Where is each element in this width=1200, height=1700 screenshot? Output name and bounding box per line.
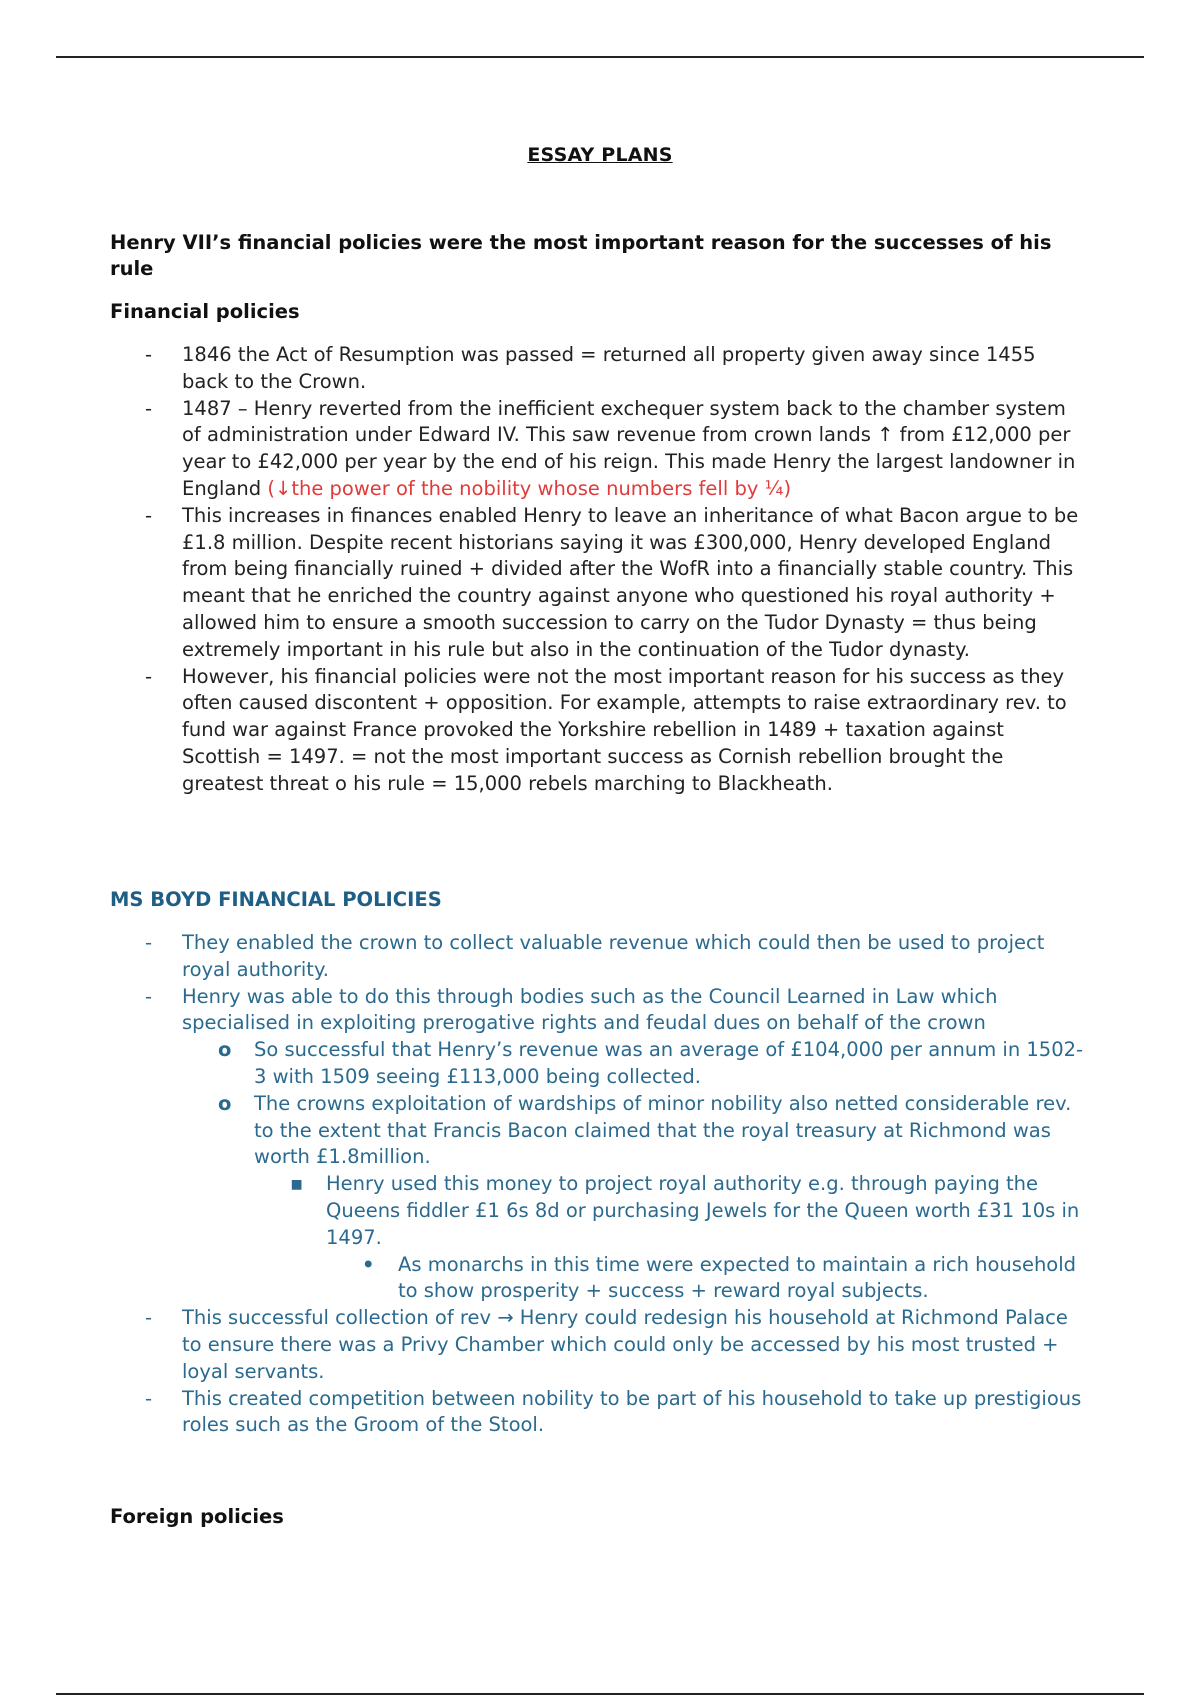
list-item [145,396,1088,503]
red-annotation: (↓the power of the nobility whose numbers fell by ¼) [267,476,792,500]
sub-list [218,1037,1088,1305]
ms-boyd-heading: MS BOYD FINANCIAL POLICIES [110,888,442,911]
list-item-text: As monarchs in this time were expected to maintain a rich household to show prosperity + success + reward royal subjects. [398,1252,1077,1303]
list-item [145,664,1088,798]
list-item [145,503,1088,664]
page-title: ESSAY PLANS [527,144,673,166]
square-bullet: ▪ [290,1172,304,1196]
list-item-text: This created competition between nobility to be part of his household to take up prestigious roles such as the Groom of the Stool. [182,1386,1082,1437]
essay-question: Henry VII’s financial policies were the most important reason for the successes of his rule [110,231,1052,280]
dash-bullet: - [145,1306,153,1330]
sub-sub-sub-list [362,1252,1088,1306]
sub-sub-list [290,1171,1088,1305]
list-item-text: This successful collection of rev → Henry could redesign his household at Richmond Palace to ensure there was a Privy Chamber which could only be accessed by his most trusted + loyal servants. [182,1306,1068,1383]
list-item [145,1305,1088,1385]
dash-bullet: - [145,931,153,954]
bottom-rule [56,1693,1144,1695]
list-item-text: So successful that Henry’s revenue was an average of £104,000 per annum in 1502-3 with 1509 seeing £113,000 being collected. [254,1038,1084,1088]
list-item-text: This increases in finances enabled Henry to leave an inheritance of what Bacon argue to be £1.8 million. Despite recent historians saying it was £300,000, Henry developed England from being financially ruined + divided after the WofR into a financially stable country. This meant that he enriched the country against anyone who questioned his royal authority + allowed him to ensure a smooth succession to carry on the Tudor Dynasty = thus being extremely important in his rule but also in the continuation of the Tudor dynasty. [182,503,1079,661]
list-item-text: They enabled the crown to collect valuable revenue which could then be used to project royal authority. [182,931,1045,981]
circle-bullet: o [218,1091,232,1115]
sub-sub-sub-list-item [362,1252,1088,1306]
list-item [145,1386,1088,1440]
sub-list-item [218,1091,1088,1305]
dash-bullet: - [145,1386,153,1410]
list-item-text: 1846 the Act of Resumption was passed = returned all property given away since 1455 back to the Crown. [182,343,1036,393]
financial-policies-heading: Financial policies [110,300,300,323]
ms-boyd-list [145,930,1088,1439]
dash-bullet: - [145,396,153,420]
foreign-policies-heading: Foreign policies [110,1505,284,1528]
list-item-text: Henry was able to do this through bodies such as the Council Learned in Law which specialised in exploiting prerogative rights and feudal dues on behalf of the crown [182,984,998,1035]
top-rule [56,56,1144,58]
list-item-text: 1487 – Henry reverted from the inefficient exchequer system back to the chamber system of administration under Edward IV. This saw revenue from crown lands ↑ from £12,000 per year to £42,000 per year by the end of his reign. This made Henry the largest landowner in England [182,396,1076,500]
dash-bullet: - [145,343,153,366]
list-item [145,984,1088,1306]
list-item [145,930,1088,984]
dot-bullet: • [362,1252,375,1276]
financial-policies-list [145,342,1088,798]
list-item-text: Henry used this money to project royal authority e.g. through paying the Queens fiddler £1 6s 8d or purchasing Jewels for the Queen worth £31 10s in 1497. [326,1172,1080,1249]
list-item-text: The crowns exploitation of wardships of minor nobility also netted considerable rev. to the extent that Francis Bacon claimed that the royal treasury at Richmond was worth £1.8million. [254,1091,1072,1169]
circle-bullet: o [218,1038,232,1062]
list-item-text: However, his financial policies were not the most important reason for his success as they often caused discontent + opposition. For example, attempts to raise extraordinary rev. to fund war against France provoked the Yorkshire rebellion in 1489 + taxation against Scottish = 1497. = not the most important success as Cornish rebellion brought the greatest threat o his rule = 15,000 rebels marching to Blackheath. [182,664,1067,795]
dash-bullet: - [145,503,153,527]
sub-sub-list-item [290,1171,1088,1305]
dash-bullet: - [145,664,153,688]
list-item [145,342,1088,396]
dash-bullet: - [145,984,153,1008]
sub-list-item [218,1037,1088,1091]
